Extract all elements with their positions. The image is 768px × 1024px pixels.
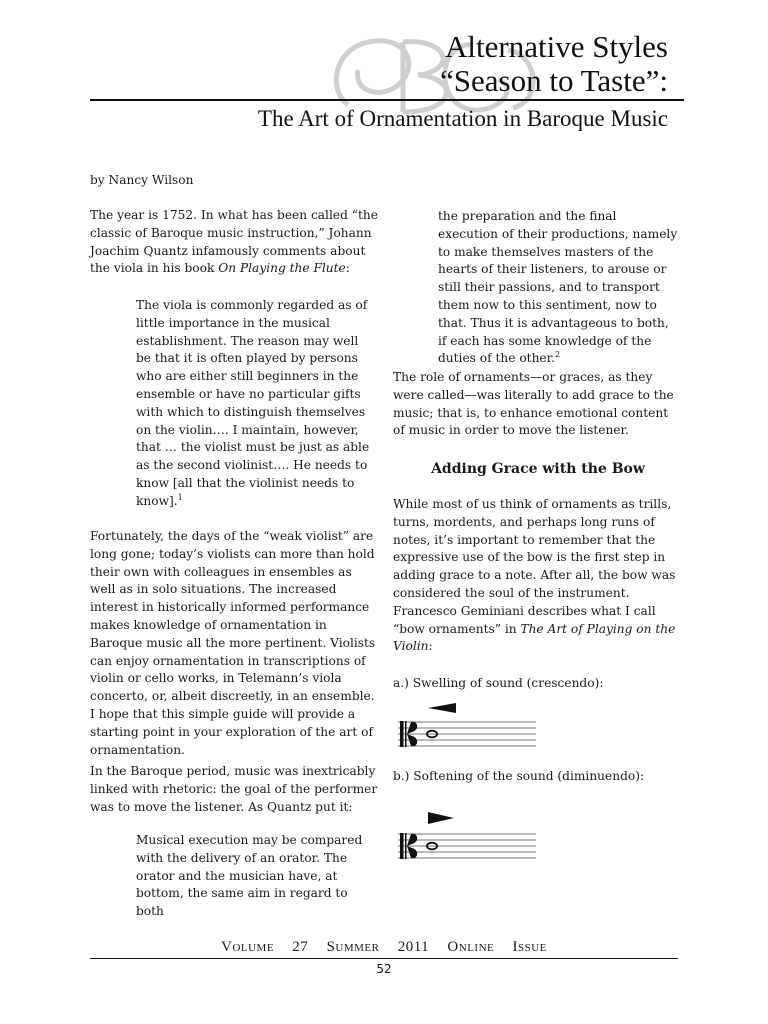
footer-rule xyxy=(90,958,678,959)
footnote-ref: 1 xyxy=(177,492,183,502)
body-paragraph: The role of ornaments—or graces, as they were called—was literally to add grace to the music; that is, to enhance emotional content of music in order to move the listener. xyxy=(393,370,674,438)
example-label-b: b.) Softening of the sound (diminuendo): xyxy=(393,769,645,783)
intro-end: : xyxy=(345,261,350,276)
quote-text: the preparation and the final execution of their productions, namely to make themselves masters of the hearts of their listeners, to arouse or still their passions, and to transport them now to this sentiment, now to that. Thus it is advantageous to both, if each has some knowledge of the duties of the other. xyxy=(438,209,678,366)
body-paragraph: Fortunately, the days of the “weak violist” are long gone; today’s violists can more than hold their own with colleagues in ensembles as well as in solo situations. The increased interest in historically informed performance makes knowledge of ornamentation in Baroque music all the more pertinent. Violists can enjoy ornamentation in transcriptions of violin or cello works, in Telemann’s viola concerto, or, albeit discreetly, in an ensemble. I hope that this simple guide will provide a starting point in your exploration of the art of ornamentation. xyxy=(90,529,376,757)
body-paragraph: In the Baroque period, music was inextricably linked with rhetoric: the goal of the performer was to move the listener. As Quantz put it: xyxy=(90,764,378,814)
example-label-a: a.) Swelling of sound (crescendo): xyxy=(393,676,604,690)
footer-season: Summer 2011 xyxy=(326,939,430,955)
section-heading: Adding Grace with the Bow xyxy=(431,461,645,477)
title-line-2: “Season to Taste”: xyxy=(440,63,668,98)
block-quote-2-continued xyxy=(438,208,678,368)
block-quote-2: Musical execution may be compared with the delivery of an orator. The orator and the musician have, at bottom, the same aim in regard to both xyxy=(136,833,363,919)
author-byline: by Nancy Wilson xyxy=(90,173,194,187)
intro-text: The year is 1752. In what has been called “the classic of Baroque music instruction,” Johann Joachim Quantz infamously comments about the viola in his book xyxy=(90,208,378,276)
footer-volume: Volume 27 xyxy=(221,939,309,955)
quote-text: The viola is commonly regarded as of little importance in the musical establishment. The reason may well be that it is often played by persons who are either still beginners in the ensemble or have no particular gifts with which to distinguish themselves on the violin…. I maintain, however, that … the violist must be just as able as the second violinist…. He needs to know [all that the violinist needs to know]. xyxy=(136,298,370,508)
paragraph-end: : xyxy=(428,639,433,654)
paragraph-text: While most of us think of ornaments as trills, turns, mordents, and perhaps long runs of notes, it’s important to remember that the expressive use of the bow is the first step in adding grace to a note. After all, the bow was considered the soul of the instrument. Francesco Geminiani describes what I call “bow ornaments” in xyxy=(393,497,676,636)
book-title: The Art of Playing on the Violin xyxy=(393,621,676,654)
article-subtitle: The Art of Ornamentation in Baroque Music xyxy=(257,106,668,131)
issue-footer xyxy=(90,938,678,956)
intro-paragraph xyxy=(90,207,378,278)
book-title: On Playing the Flute xyxy=(218,261,346,276)
title-line-1: Alternative Styles xyxy=(445,29,668,64)
footer-issue: Online Issue xyxy=(447,939,547,955)
body-paragraph xyxy=(393,496,683,656)
diminuendo-wedge-icon xyxy=(428,812,454,824)
music-staff-diminuendo xyxy=(396,808,538,870)
crescendo-wedge-icon xyxy=(428,703,456,713)
footnote-ref: 2 xyxy=(555,350,561,360)
header-rule xyxy=(90,99,684,101)
music-staff-crescendo xyxy=(396,700,538,754)
page-number: 52 xyxy=(376,962,392,976)
block-quote-1 xyxy=(136,297,374,511)
